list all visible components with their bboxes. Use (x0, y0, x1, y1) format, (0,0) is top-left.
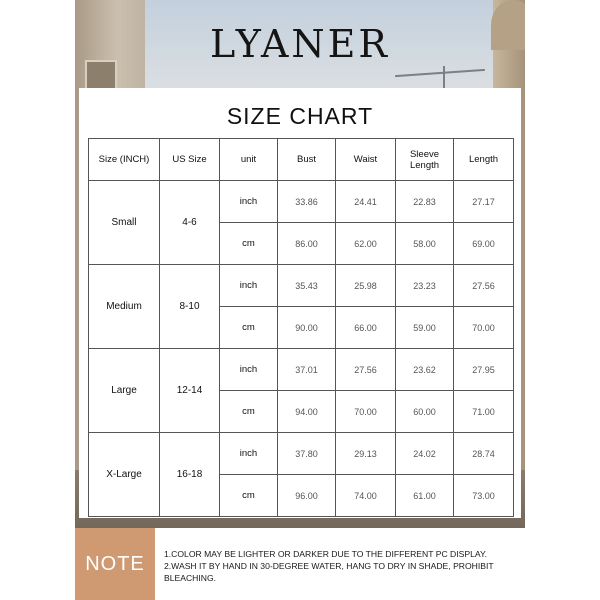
us-size: 4-6 (160, 181, 220, 265)
table-row (89, 265, 514, 307)
brand-logo: LYANER (210, 22, 390, 66)
waist-cell: 25.98 (336, 265, 396, 307)
sleeve-cell: 60.00 (396, 391, 454, 433)
unit-cell: inch (220, 433, 278, 475)
bust-cell: 96.00 (278, 475, 336, 517)
us-size: 12-14 (160, 349, 220, 433)
note-line-1: 1.COLOR MAY BE LIGHTER OR DARKER DUE TO THE DIFFERENT PC DISPLAY. (164, 549, 487, 559)
table-row (89, 433, 514, 475)
sleeve-cell: 59.00 (396, 307, 454, 349)
sleeve-cell: 22.83 (396, 181, 454, 223)
header-size: Size (INCH) (89, 139, 160, 181)
bust-cell: 37.80 (278, 433, 336, 475)
header-sleeve-length: Sleeve Length (396, 139, 454, 181)
bust-cell: 33.86 (278, 181, 336, 223)
bust-cell: 94.00 (278, 391, 336, 433)
unit-cell: inch (220, 349, 278, 391)
header-waist: Waist (336, 139, 396, 181)
table-row (89, 349, 514, 391)
header-length: Length (454, 139, 514, 181)
length-cell: 71.00 (454, 391, 514, 433)
note-text (164, 548, 524, 584)
size-name: Medium (89, 265, 160, 349)
note-section (75, 528, 525, 600)
length-cell: 69.00 (454, 223, 514, 265)
waist-cell: 66.00 (336, 307, 396, 349)
size-name: Small (89, 181, 160, 265)
waist-cell: 62.00 (336, 223, 396, 265)
sleeve-cell: 23.62 (396, 349, 454, 391)
unit-cell: cm (220, 391, 278, 433)
header-unit: unit (220, 139, 278, 181)
bust-cell: 37.01 (278, 349, 336, 391)
bust-cell: 90.00 (278, 307, 336, 349)
waist-cell: 24.41 (336, 181, 396, 223)
unit-cell: inch (220, 265, 278, 307)
header-bust: Bust (278, 139, 336, 181)
length-cell: 27.56 (454, 265, 514, 307)
header-us-size: US Size (160, 139, 220, 181)
sleeve-cell: 23.23 (396, 265, 454, 307)
us-size: 8-10 (160, 265, 220, 349)
note-line-2: 2.WASH IT BY HAND IN 30-DEGREE WATER, HANG TO DRY IN SHADE, PROHIBIT BLEACHING. (164, 561, 494, 583)
us-size: 16-18 (160, 433, 220, 517)
table-header-row (89, 139, 514, 181)
size-table (88, 138, 514, 517)
length-cell: 28.74 (454, 433, 514, 475)
size-panel (79, 88, 521, 518)
note-badge: NOTE (75, 528, 155, 600)
waist-cell: 70.00 (336, 391, 396, 433)
sleeve-cell: 61.00 (396, 475, 454, 517)
sleeve-cell: 24.02 (396, 433, 454, 475)
unit-cell: inch (220, 181, 278, 223)
unit-cell: cm (220, 307, 278, 349)
size-name: X-Large (89, 433, 160, 517)
table-row (89, 181, 514, 223)
sleeve-cell: 58.00 (396, 223, 454, 265)
length-cell: 73.00 (454, 475, 514, 517)
waist-cell: 27.56 (336, 349, 396, 391)
unit-cell: cm (220, 475, 278, 517)
page-title: SIZE CHART (226, 103, 374, 129)
waist-cell: 29.13 (336, 433, 396, 475)
length-cell: 27.17 (454, 181, 514, 223)
size-chart-card (75, 0, 525, 600)
bust-cell: 35.43 (278, 265, 336, 307)
length-cell: 27.95 (454, 349, 514, 391)
waist-cell: 74.00 (336, 475, 396, 517)
unit-cell: cm (220, 223, 278, 265)
bust-cell: 86.00 (278, 223, 336, 265)
size-name: Large (89, 349, 160, 433)
length-cell: 70.00 (454, 307, 514, 349)
